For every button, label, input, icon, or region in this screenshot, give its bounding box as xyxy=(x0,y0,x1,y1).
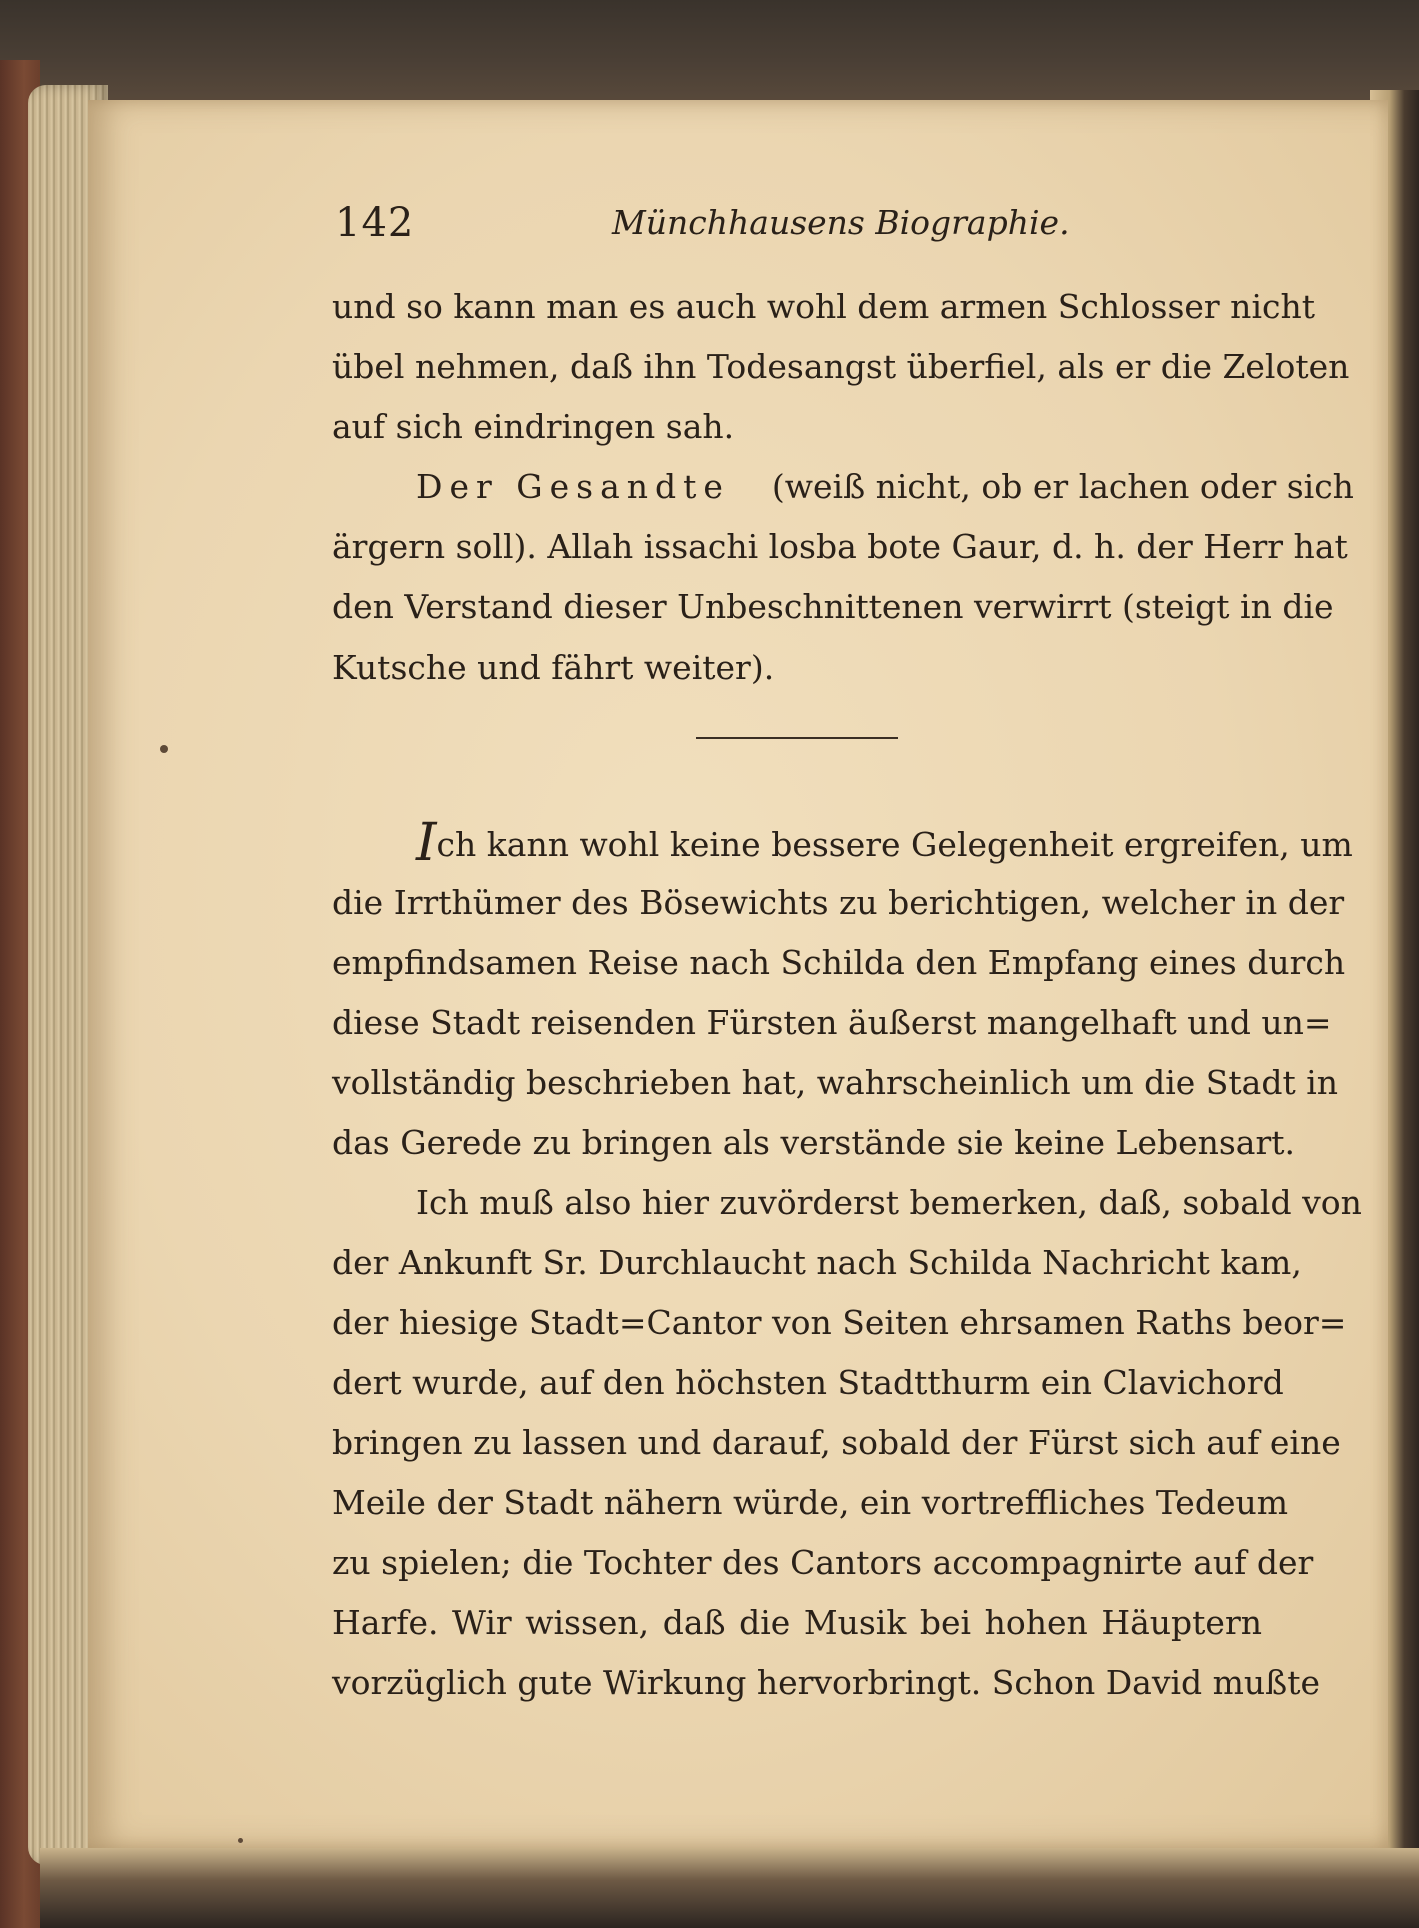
speaker-name: Der Gesandte xyxy=(416,467,730,506)
text-line: das Gerede zu bringen als verstände sie keine Lebensart. xyxy=(332,1123,1296,1162)
text-line: der Ankunft Sr. Durchlaucht nach Schilda Nachricht kam, xyxy=(332,1243,1302,1282)
text-line: vollständig beschrieben hat, wahrscheinlich um die Stadt in xyxy=(332,1063,1339,1102)
paper-speck xyxy=(160,745,168,753)
first-line-text: ch kann wohl keine bessere Gelegenheit ergreifen, um xyxy=(436,825,1353,864)
text-line: Meile der Stadt nähern würde, ein vortreffliches Tedeum xyxy=(332,1483,1289,1522)
text-line: dert wurde, auf den höchsten Stadtthurm ein Clavichord xyxy=(332,1363,1284,1402)
text-line: auf sich eindringen sah. xyxy=(332,407,735,446)
book-cover-top xyxy=(0,0,1419,110)
running-head: Münchhausens Biographie. xyxy=(612,203,1070,242)
text-line xyxy=(332,813,1353,873)
stage-direction: (weiß nicht, ob er lachen oder sich xyxy=(771,467,1354,506)
paper-speck xyxy=(238,1838,243,1843)
book-bottom-edge xyxy=(40,1848,1419,1928)
page-number: 142 xyxy=(335,200,415,246)
text-line: Kutsche und fährt weiter). xyxy=(332,648,775,687)
text-line: diese Stadt reisenden Fürsten äußerst mangelhaft und un= xyxy=(332,1003,1332,1042)
text-line: zu spielen; die Tochter des Cantors accompagnirte auf der xyxy=(332,1543,1314,1582)
text-line: empfindsamen Reise nach Schilda den Empfang eines durch xyxy=(332,943,1346,982)
text-line: bringen zu lassen und darauf, sobald der Fürst sich auf eine xyxy=(332,1423,1341,1462)
text-line xyxy=(332,467,1354,507)
text-line: Ich muß also hier zuvörderst bemerken, daß, sobald von xyxy=(416,1183,1362,1222)
section-divider xyxy=(696,737,898,739)
text-line: den Verstand dieser Unbeschnittenen verwirrt (steigt in die xyxy=(332,587,1334,626)
text-line: vorzüglich gute Wirkung hervorbringt. Schon David mußte xyxy=(332,1663,1321,1702)
text-line: übel nehmen, daß ihn Todesangst überfiel, als er die Zeloten xyxy=(332,347,1350,386)
text-line: die Irrthümer des Bösewichts zu berichtigen, welcher in der xyxy=(332,883,1345,922)
text-line: der hiesige Stadt=Cantor von Seiten ehrsamen Raths beor= xyxy=(332,1303,1347,1342)
text-line: Harfe. Wir wissen, daß die Musik bei hohen Häuptern xyxy=(332,1603,1262,1642)
initial-letter: I xyxy=(416,813,437,873)
text-line: ärgern soll). Allah issachi losba bote Gaur, d. h. der Herr hat xyxy=(332,527,1348,566)
text-line: und so kann man es auch wohl dem armen Schlosser nicht xyxy=(332,287,1315,326)
